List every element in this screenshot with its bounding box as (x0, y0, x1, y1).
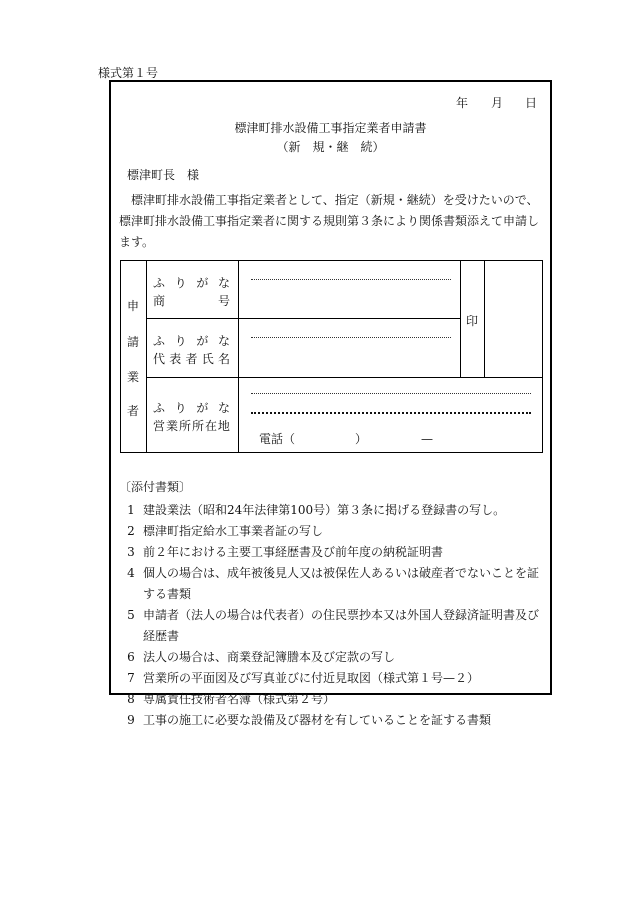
trade-name-furigana-field[interactable] (251, 279, 451, 280)
attachments-list (119, 478, 549, 731)
list-item: 7 営業所の平面図及び写真並びに付近見取図（様式第１号—２） (127, 671, 480, 685)
representative-label: 代 表 者 氏 名 (153, 352, 230, 366)
seal-mark: 印 (466, 314, 479, 328)
date-month: 月 (491, 96, 504, 110)
form-number: 様式第１号 (98, 66, 159, 80)
application-form (109, 80, 552, 727)
office-address-furigana: ふ り が な (153, 401, 230, 415)
section-char-2: 請 (127, 335, 140, 349)
list-item: 3 前２年における主要工事経歴書及び前年度の納税証明書 (127, 545, 444, 559)
date-year: 年 (456, 96, 469, 110)
application-statement: 標津町排水設備工事指定業者として、指定（新規・継続）を受けたいので、標津町排水設備工事指定業者に関する規則第３条により関係書類添えて申請します。 (119, 193, 540, 249)
list-item: 2 標津町指定給水工事業者証の写し (127, 524, 324, 538)
office-address-furigana-field[interactable] (251, 393, 531, 394)
addressee: 標津町長 様 (127, 168, 200, 182)
section-char-3: 業 (127, 370, 140, 384)
trade-name-furigana: ふ り が な (153, 276, 230, 290)
representative-furigana: ふ り が な (153, 334, 230, 348)
office-address-field[interactable] (251, 412, 531, 414)
date-line (111, 94, 550, 110)
representative-furigana-field[interactable] (251, 337, 451, 338)
trade-name-label: 商 号 (153, 294, 230, 308)
list-item: 8 専属責任技術者名簿（様式第２号） (127, 692, 336, 706)
office-address-label: 営 業 所 所 在 地 (153, 419, 230, 433)
phone-field[interactable]: 電話（ ） — (259, 432, 434, 446)
list-item: 9 工事の施工に必要な設備及び器材を有していることを証する書類 (127, 713, 492, 727)
section-char-4: 者 (127, 404, 140, 418)
list-item: 5 申請者（法人の場合は代表者）の住民票抄本又は外国人登録済証明書及び経歴書 (127, 608, 540, 643)
section-char-1: 申 (127, 299, 140, 313)
list-item: 1 建設業法（昭和24年法律第100号）第３条に掲げる登録書の写し。 (127, 503, 506, 517)
attachments-title: 〔添付書類〕 (119, 480, 192, 494)
date-day: 日 (525, 96, 538, 110)
form-subtitle: （新 規・継 続） (276, 140, 385, 154)
applicant-table (120, 260, 543, 453)
form-title: 標津町排水設備工事指定業者申請書 (234, 121, 427, 135)
list-item: 4 個人の場合は、成年被後見人又は被保佐人あるいは破産者でないことを証する書類 (127, 566, 540, 601)
list-item: 6 法人の場合は、商業登記簿謄本及び定款の写し (127, 650, 396, 664)
